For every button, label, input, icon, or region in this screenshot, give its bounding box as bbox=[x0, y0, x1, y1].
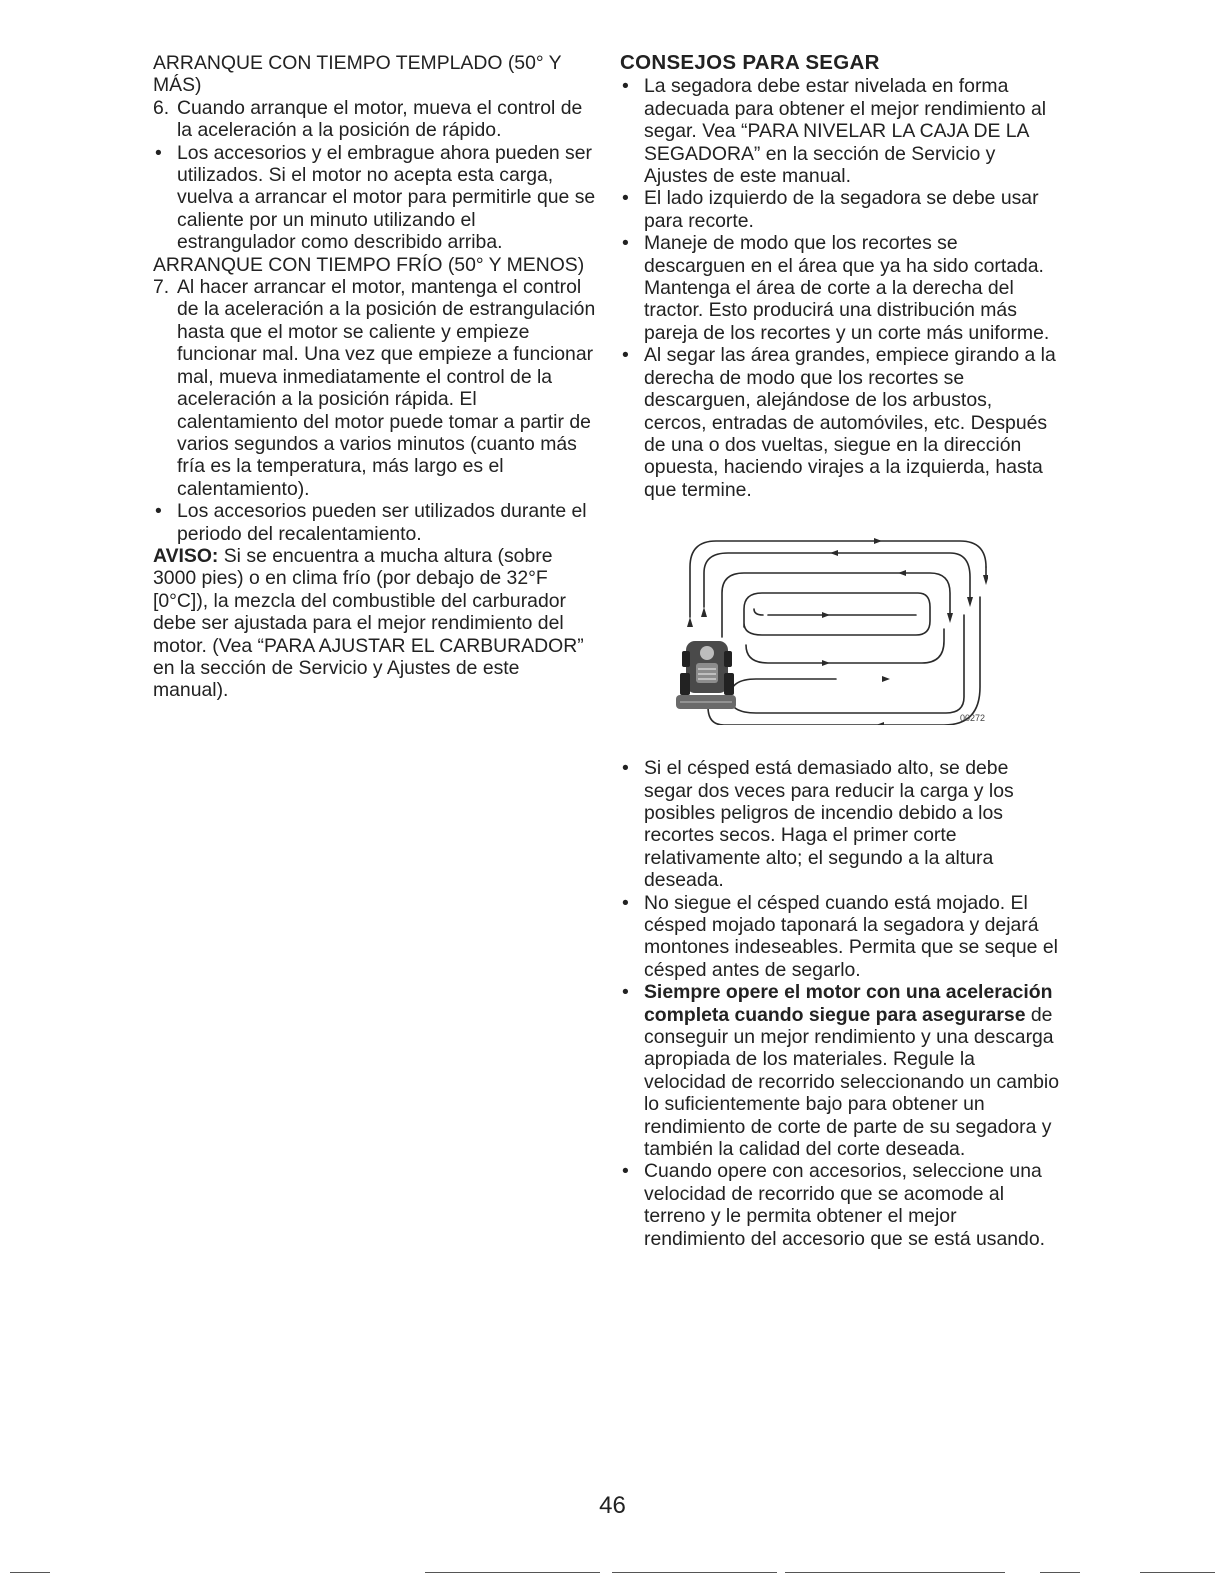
step-7 bbox=[153, 276, 598, 500]
list-item-text: Al segar las área grandes, empiece girando a la derecha de modo que los recortes se descarguen, alejándose de los arbustos, cercos, entradas de automóviles, etc. Después de una o dos vueltas, siegue en la dirección opuesta, haciendo virajes a la izquierda, hasta que termine. bbox=[644, 344, 1056, 501]
list-item-text: Si el césped está demasiado alto, se debe segar dos veces para reducir la carga y los posibles peligros de incendio debido a los recortes secos. Haga el primer corte relativamente alto; el segundo a la altura deseada. bbox=[644, 757, 1014, 892]
warm-start-bullet-text: Los accesorios y el embrague ahora pueden ser utilizados. Si el motor no acepta esta carga, vuelva a arrancar el motor para permitirle que se caliente por un minuto utilizando el estrangulador como describido arriba. bbox=[177, 141, 596, 254]
bottom-rule bbox=[612, 1572, 777, 1573]
figure-code: 00272 bbox=[960, 713, 986, 724]
list-item-text: Cuando opere con accesorios, seleccione una velocidad de recorrido que se acomode al terreno y le permita obtener el mejor rendimiento del accesorio que se está usando. bbox=[644, 1160, 1045, 1250]
bullet-icon: • bbox=[155, 141, 162, 164]
tractor-icon bbox=[676, 641, 736, 709]
mowing-path-illustration bbox=[668, 537, 988, 725]
warm-start-heading: ARRANQUE CON TIEMPO TEMPLADO (50° Y MÁS) bbox=[153, 52, 562, 97]
bullet-icon: • bbox=[622, 187, 629, 210]
bullet-icon: • bbox=[622, 757, 629, 780]
list-item bbox=[620, 232, 1060, 344]
cold-start-heading: ARRANQUE CON TIEMPO FRÍO (50° Y MENOS) bbox=[153, 253, 585, 276]
notice-text: Si se encuentra a mucha altura (sobre 3000 pies) o en clima frío (por debajo de 32°F [0°C]), la mezcla del combustible del carburador debe ser ajustada para el mejor rendimiento del motor. (Vea “PARA AJUSTAR EL CARBURADOR” en la sección de Servicio y Ajustes de este manual). bbox=[153, 544, 584, 702]
bullet-icon: • bbox=[622, 1160, 629, 1183]
list-item bbox=[620, 187, 1060, 232]
step-6-text: Cuando arranque el motor, mueva el control de la aceleración a la posición de rápido. bbox=[177, 96, 583, 142]
list-item bbox=[620, 1160, 1060, 1250]
mowing-tips-heading: CONSEJOS PARA SEGAR bbox=[620, 51, 880, 74]
bold-instruction: Siempre opere el motor con una aceleración completa cuando siegue para asegurarse bbox=[644, 981, 1053, 1026]
list-item-text: El lado izquierdo de la segadora se debe usar para recorte. bbox=[644, 187, 1039, 232]
step-7-text: Al hacer arrancar el motor, mantenga el control de la aceleración a la posición de estrangulación hasta que el motor se caliente y empieze funcionar mal. Una vez que empieze a funcionar mal, mueva inmediatamente el control de la aceleración a la posición rápida. El calentamiento del motor puede tomar a partir de varios segundos a varios minutos (cuanto más fría es la temperatura, más largo es el calentamiento). bbox=[177, 276, 596, 500]
list-item-text: No siegue el césped cuando está mojado. El césped mojado taponará la segadora y dejará montones indeseables. Permita que se seque el césped antes de segarlo. bbox=[644, 891, 1058, 981]
bullet-icon: • bbox=[622, 981, 629, 1004]
step-7-number: 7. bbox=[153, 276, 170, 299]
bottom-rule bbox=[1140, 1572, 1215, 1573]
notice-label: AVISO: bbox=[153, 544, 219, 567]
right-column bbox=[620, 52, 1060, 1250]
list-item bbox=[620, 892, 1060, 982]
step-6-number: 6. bbox=[153, 96, 170, 119]
bottom-rule bbox=[425, 1572, 600, 1573]
bottom-rule bbox=[785, 1572, 1005, 1573]
list-item bbox=[620, 981, 1060, 1160]
warm-start-bullet bbox=[153, 142, 598, 254]
list-item bbox=[620, 344, 1060, 501]
notice-paragraph bbox=[153, 545, 598, 702]
step-6 bbox=[153, 97, 598, 142]
bullet-icon: • bbox=[622, 344, 629, 367]
bullet-icon: • bbox=[155, 500, 162, 523]
cold-start-bullet bbox=[153, 500, 598, 545]
page-number: 46 bbox=[599, 1492, 626, 1519]
list-item-text: Maneje de modo que los recortes se descarguen en el área que ya ha sido cortada. Mantenga el área de corte a la derecha del tractor. Esto producirá una distribución más pareja de los recortes y un corte más uniforme. bbox=[644, 232, 1050, 344]
bullet-icon: • bbox=[622, 232, 629, 255]
bottom-rule bbox=[1040, 1572, 1080, 1573]
left-column bbox=[153, 52, 598, 702]
list-item-text: de conseguir un mejor rendimiento y una descarga apropiada de los materiales. Regule la velocidad de recorrido seleccionando un cambio lo suficientemente bajo para obtener un rendimiento de corte de parte de su segadora y también la calidad del corte deseada. bbox=[644, 1003, 1059, 1161]
bullet-icon: • bbox=[622, 891, 629, 914]
mowing-pattern-diagram bbox=[668, 537, 988, 725]
bottom-rule bbox=[10, 1572, 50, 1573]
cold-start-bullet-text: Los accesorios pueden ser utilizados durante el periodo del recalentamiento. bbox=[177, 500, 587, 545]
list-item-text: La segadora debe estar nivelada en forma adecuada para obtener el mejor rendimiento al segar. Vea “PARA NIVELAR LA CAJA DE LA SEGADORA” en la sección de Servicio y Ajustes de este manual. bbox=[644, 75, 1047, 188]
bullet-icon: • bbox=[622, 75, 629, 98]
list-item bbox=[620, 757, 1060, 891]
list-item bbox=[620, 75, 1060, 187]
